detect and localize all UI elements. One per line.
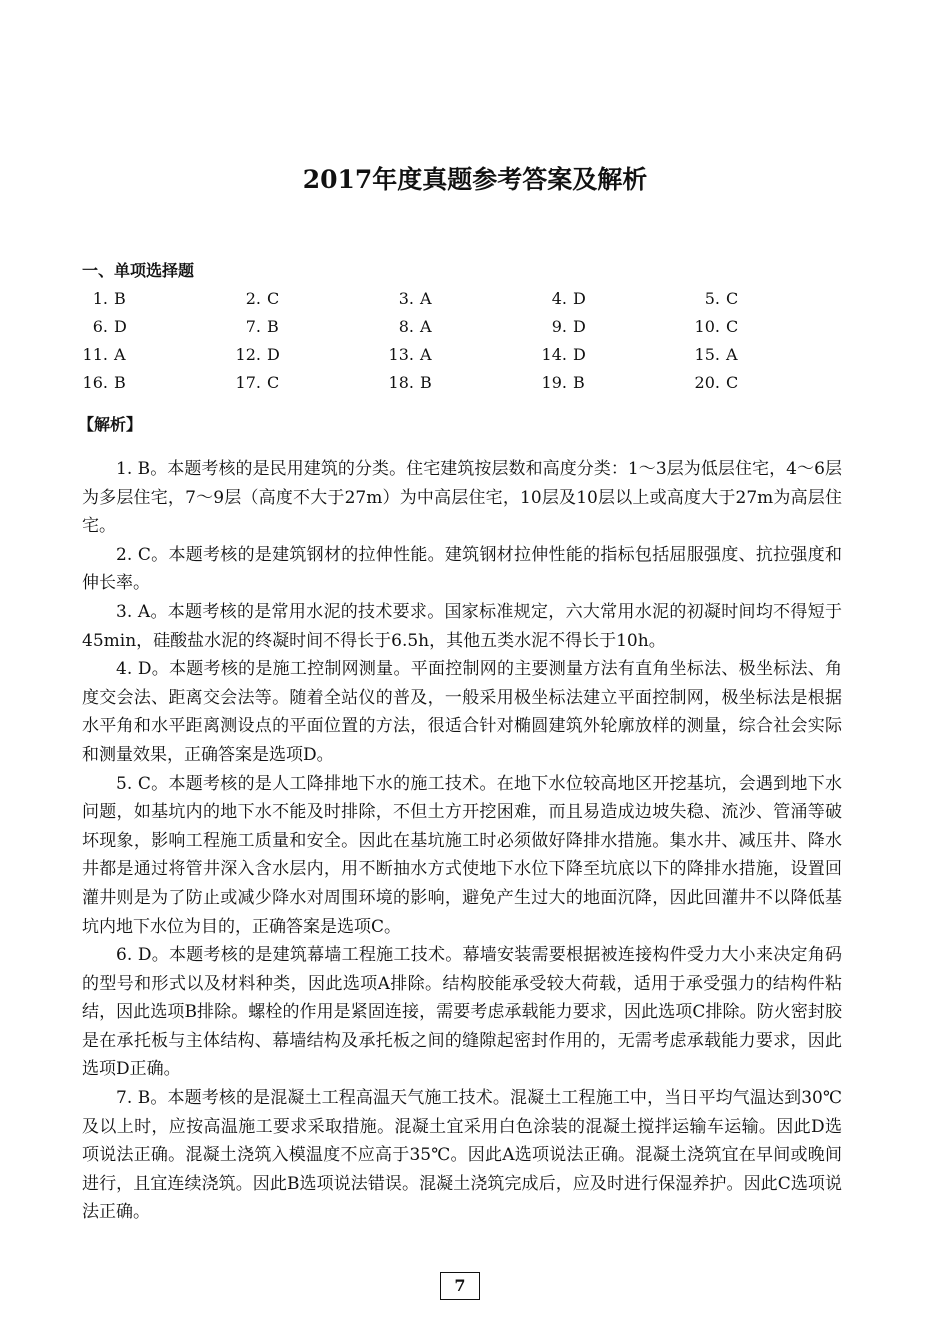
answer-letter: B [573,373,585,392]
answer-item [694,369,738,397]
analysis-body [82,455,842,1227]
answer-item [235,369,279,397]
question-number: 10. [694,317,720,336]
analysis-paragraph: 3. A。本题考核的是常用水泥的技术要求。国家标准规定，六大常用水泥的初凝时间均不得短于45min，硅酸盐水泥的终凝时间不得长于6.5h，其他五类水泥不得长于10h。 [82,601,842,651]
answer-row [0,313,950,341]
question-number: 14. [541,345,567,364]
answer-item [541,341,586,369]
question-number: 7. [245,317,261,336]
answer-letter: B [420,373,432,392]
question-number: 13. [388,345,414,364]
analysis-paragraph: 1. B。本题考核的是民用建筑的分类。住宅建筑按层数和高度分类：1～3层为低层住宅，4～6层为多层住宅，7～9层（高度不大于27m）为中高层住宅，10层及10层以上或高度大于27m为高层住宅。 [82,459,842,537]
answer-item [541,369,585,397]
analysis-paragraph: 4. D。本题考核的是施工控制网测量。平面控制网的主要测量方法有直角坐标法、极坐标法、角度交会法、距离交会法等。随着全站仪的普及，一般采用极坐标法建立平面控制网，极坐标法是根据水平角和水平距离测设点的平面位置的方法，很适合针对椭圆建筑外轮廓放样的测量，综合社会实际和测量效果，正确答案是选项D。 [82,659,842,765]
answer-letter: D [573,345,586,364]
answer-letter: C [726,373,739,392]
answer-letter: A [420,345,432,364]
analysis-paragraph: 7. B。本题考核的是混凝土工程高温天气施工技术。混凝土工程施工中，当日平均气温达到30℃及以上时，应按高温施工要求采取措施。混凝土宜采用白色涂装的混凝土搅拌运输车运输。因此D选项说法正确。混凝土浇筑入模温度不应高于35℃。因此A选项说法正确。混凝土浇筑宜在早间或晚间进行，且宜连续浇筑。因此B选项说法错误。混凝土浇筑完成后，应及时进行保湿养护。因此C选项说法正确。 [82,1088,842,1223]
answer-item [82,313,127,341]
answer-letter: A [420,317,432,336]
answer-item [235,313,279,341]
answer-letter: A [420,289,432,308]
page-number: 7 [440,1272,480,1300]
answer-letter: A [114,345,126,364]
answer-item [388,369,432,397]
question-number: 11. [82,345,108,364]
answer-item [694,313,738,341]
question-number: 15. [694,345,720,364]
answer-letter: C [726,289,739,308]
answer-letter: D [114,317,127,336]
question-number: 19. [541,373,567,392]
answer-letter: C [267,373,280,392]
answer-item [694,341,738,369]
answer-item [82,369,126,397]
answer-letter: A [726,345,738,364]
question-number: 18. [388,373,414,392]
question-number: 9. [551,317,567,336]
analysis-paragraph: 6. D。本题考核的是建筑幕墙工程施工技术。幕墙安装需要根据被连接构件受力大小来决定角码的型号和形式以及材料种类，因此选项A排除。结构胶能承受较大荷载，适用于承受强力的结构件粘结，因此选项B排除。螺栓的作用是紧固连接，需要考虑承载能力要求，因此选项C排除。防火密封胶是在承托板与主体结构、幕墙结构及承托板之间的缝隙起密封作用的，无需考虑承载能力要求，因此选项D正确。 [82,945,842,1080]
question-number: 5. [704,289,720,308]
question-number: 20. [694,373,720,392]
answer-item [82,341,126,369]
answer-letter: D [267,345,280,364]
question-number: 1. [92,289,108,308]
answer-item [694,285,738,313]
answer-item [388,313,432,341]
question-number: 17. [235,373,261,392]
answer-letter: B [114,289,126,308]
answer-item [541,313,586,341]
answer-item [388,341,432,369]
question-number: 3. [398,289,414,308]
question-number: 2. [245,289,261,308]
page-title: 2017年度真题参考答案及解析 [302,165,648,194]
answer-letter: C [726,317,739,336]
answer-item [235,285,279,313]
answer-letter: B [267,317,279,336]
question-number: 4. [551,289,567,308]
answer-row [0,285,950,313]
answer-letter: D [573,289,586,308]
answer-row [0,369,950,397]
answer-item [388,285,432,313]
answer-item [82,285,126,313]
question-number: 16. [82,373,108,392]
answer-letter: B [114,373,126,392]
analysis-label: 【解析】 [78,415,143,434]
answer-row [0,341,950,369]
analysis-paragraph: 2. C。本题考核的是建筑钢材的拉伸性能。建筑钢材拉伸性能的指标包括屈服强度、抗拉强度和伸长率。 [82,544,842,594]
question-number: 8. [398,317,414,336]
section-heading: 一、单项选择题 [82,261,195,280]
question-number: 12. [235,345,261,364]
answer-letter: C [267,289,280,308]
answer-letter: D [573,317,586,336]
answer-item [541,285,586,313]
analysis-paragraph: 5. C。本题考核的是人工降排地下水的施工技术。在地下水位较高地区开挖基坑，会遇到地下水问题，如基坑内的地下水不能及时排除，不但土方开挖困难，而且易造成边坡失稳、流沙、管涌等破坏现象，影响工程施工质量和安全。因此在基坑施工时必须做好降排水措施。集水井、减压井、降水井都是通过将管井深入含水层内，用不断抽水方式使地下水位下降至坑底以下的降排水措施，设置回灌井则是为了防止或减少降水对周围环境的影响，避免产生过大的地面沉降，因此回灌井不以降低基坑内地下水位为目的，正确答案是选项C。 [82,773,842,937]
answer-item [235,341,280,369]
question-number: 6. [92,317,108,336]
